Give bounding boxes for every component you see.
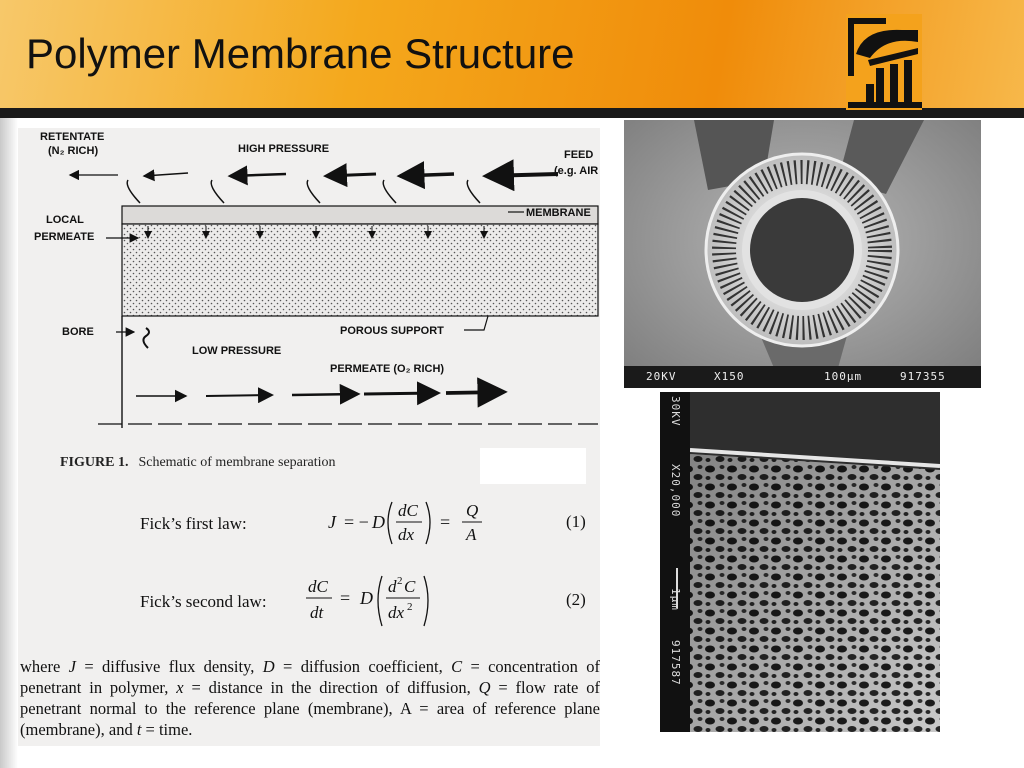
fick-second-law-equation [304, 568, 464, 638]
sem2-magnification: X20,000 [669, 464, 682, 518]
equation-1-number: (1) [566, 512, 586, 531]
sem2-image-id: 917587 [669, 640, 682, 686]
local-label: LOCAL [46, 214, 84, 226]
institution-logo-icon [846, 14, 922, 110]
figure-caption-text: Schematic of membrane separation [138, 455, 336, 470]
fick-second-law-label: Fick’s second law: [140, 592, 267, 611]
blank-patch [480, 448, 586, 484]
fick-first-law-equation [318, 488, 518, 556]
porous-support-label: POROUS SUPPORT [340, 325, 444, 337]
svg-text:Q: Q [466, 501, 479, 520]
svg-text:dC: dC [308, 577, 328, 596]
scanned-page [18, 128, 600, 746]
figure-label: FIGURE 1. [60, 455, 129, 470]
svg-text:A: A [466, 525, 477, 544]
sem1-image-id: 917355 [900, 370, 946, 383]
svg-text:dx: dx [388, 603, 405, 622]
svg-text:= −: = − [344, 512, 369, 532]
low-pressure-label: LOW PRESSURE [192, 345, 282, 357]
membrane-label: MEMBRANE [526, 207, 591, 219]
svg-text:dC: dC [398, 501, 418, 520]
svg-text:D: D [372, 512, 385, 532]
sem-porous-surface-image [660, 392, 940, 732]
hollow-fiber-cross-section [624, 120, 981, 388]
side-shadow [0, 118, 18, 768]
svg-text:=: = [340, 588, 351, 608]
svg-text:dx: dx [398, 525, 415, 544]
sem1-voltage: 20KV [646, 370, 677, 383]
retentate-sub-label: (N₂ RICH) [48, 145, 99, 157]
permeate-left-label: PERMEATE [34, 231, 95, 243]
feed-sub-label: (e.g. AIR [554, 165, 599, 177]
variable-definitions: where J = diffusive flux density, D = diffusion coefficient, C = concentration of penetrant in polymer, x = distance in the direction of diffusion, Q = flow rate of penetrant normal to the reference plane (membrane), A = area of reference plane (membrane), and t = time. [20, 657, 600, 739]
svg-text:2: 2 [397, 575, 403, 587]
sem1-scale: 100µm [824, 370, 863, 383]
sem-hollow-fiber-image [624, 120, 981, 388]
fick-first-law-label: Fick’s first law: [140, 514, 247, 533]
sem1-magnification: X150 [714, 370, 745, 383]
membrane-schematic [18, 128, 600, 478]
sem2-voltage: 30KV [669, 396, 682, 427]
svg-text:C: C [404, 577, 416, 596]
permeate-o2-label: PERMEATE (O₂ RICH) [330, 363, 445, 375]
svg-text:2: 2 [407, 601, 413, 613]
retentate-label: RETENTATE [40, 131, 105, 143]
svg-text:J: J [328, 512, 336, 532]
bore-label: BORE [62, 326, 94, 338]
svg-text:D: D [360, 588, 373, 608]
svg-text:=: = [440, 512, 451, 532]
equation-2-number: (2) [566, 590, 586, 609]
sem2-scale: 1µm [669, 588, 682, 611]
slide-title: Polymer Membrane Structure [26, 30, 575, 77]
porous-surface [660, 392, 940, 732]
feed-label: FEED [564, 149, 594, 161]
figure-caption [60, 455, 336, 471]
high-pressure-label: HIGH PRESSURE [238, 143, 330, 155]
svg-text:dt: dt [310, 603, 324, 622]
svg-text:d: d [388, 577, 397, 596]
